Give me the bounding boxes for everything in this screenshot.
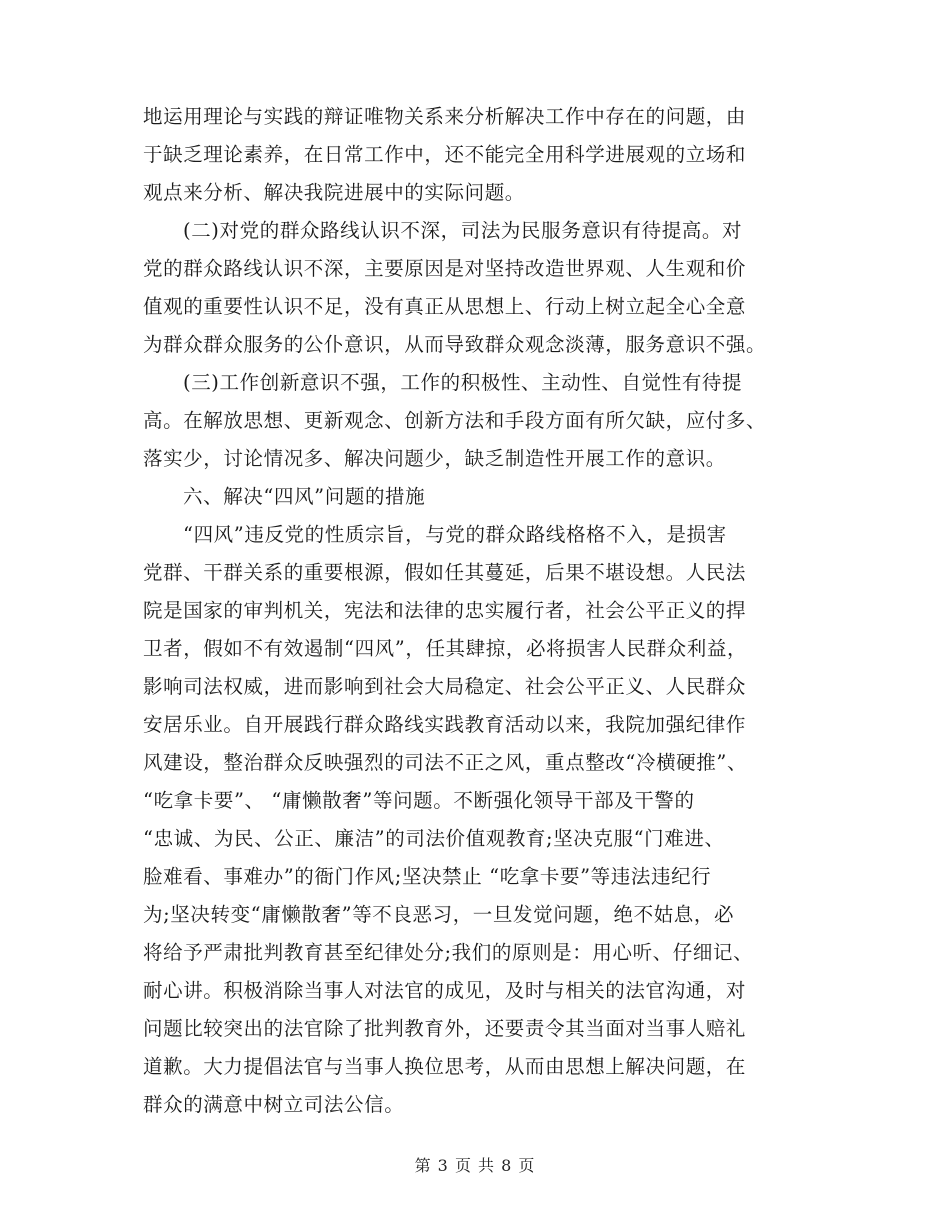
text-line-26: 道歉。大力提倡法官与当事人换位思考，从而由思想上解决问题，在 (143, 1055, 747, 1078)
text-line-5: 党的群众路线认识不深，主要原因是对坚持改造世界观、人生观和价 (143, 257, 747, 280)
text-line-20: “忠诚、为民、公正、廉洁”的司法价值观教育;坚决克服“门难进、 (143, 827, 725, 850)
text-line-4: (二)对党的群众路线认识不深，司法为民服务意识有待提高。对 (183, 219, 743, 242)
text-line-24: 耐心讲。积极消除当事人对法官的成见，及时与相关的法官沟通，对 (143, 979, 747, 1002)
text-line-10: 落实少，讨论情况多、解决问题少，缺乏制造性开展工作的意识。 (143, 447, 726, 470)
text-line-1: 地运用理论与实践的辩证唯物关系来分析解决工作中存在的问题，由 (143, 105, 747, 128)
text-line-22: 为;坚决转变“庸懒散奢”等不良恶习，一旦发觉问题，绝不姑息，必 (143, 903, 735, 926)
text-line-7: 为群众群众服务的公仆意识，从而导致群众观念淡薄，服务意识不强。 (143, 333, 767, 356)
text-line-8: (三)工作创新意识不强，工作的积极性、主动性、自觉性有待提 (183, 371, 743, 394)
section-heading: 六、解决“四风”问题的措施 (183, 485, 426, 508)
text-line-17: 安居乐业。自开展践行群众路线实践教育活动以来，我院加强纪律作 (143, 713, 747, 736)
text-line-23: 将给予严肃批判教育甚至纪律处分;我们的原则是：用心听、仔细记、 (143, 941, 754, 964)
text-line-18: 风建设，整治群众反映强烈的司法不正之风，重点整改“冷横硬推”、 (143, 751, 748, 774)
text-line-27: 群众的满意中树立司法公信。 (143, 1093, 405, 1116)
text-line-6: 值观的重要性认识不足，没有真正从思想上、行动上树立起全心全意 (143, 295, 747, 318)
text-line-12: “四风”违反党的性质宗旨，与党的群众路线格格不入，是损害 (183, 523, 727, 546)
text-line-14: 院是国家的审判机关，宪法和法律的忠实履行者，社会公平正义的捍 (143, 599, 747, 622)
text-line-3: 观点来分析、解决我院进展中的实际问题。 (143, 181, 525, 204)
text-line-19: “吃拿卡要”、 “庸懒散奢”等问题。不断强化领导干部及干警的 (143, 789, 695, 812)
text-line-9: 高。在解放思想、更新观念、创新方法和手段方面有所欠缺，应付多、 (143, 409, 767, 432)
document-body (143, 98, 813, 1124)
text-line-13: 党群、干群关系的重要根源，假如任其蔓延，后果不堪设想。人民法 (143, 561, 747, 584)
text-line-25: 问题比较突出的法官除了批判教育外，还要责令其当面对当事人赔礼 (143, 1017, 747, 1040)
text-line-16: 影响司法权威，进而影响到社会大局稳定、社会公平正义、人民群众 (143, 675, 747, 698)
text-line-21: 脸难看、事难办”的衙门作风;坚决禁止 “吃拿卡要”等违法违纪行 (143, 865, 712, 888)
text-line-15: 卫者，假如不有效遏制“四风”，任其肆掠，必将损害人民群众利益， (143, 637, 748, 660)
page-number-footer: 第 3 页 共 8 页 (414, 1156, 536, 1175)
text-line-2: 于缺乏理论素养，在日常工作中，还不能完全用科学进展观的立场和 (143, 143, 747, 166)
